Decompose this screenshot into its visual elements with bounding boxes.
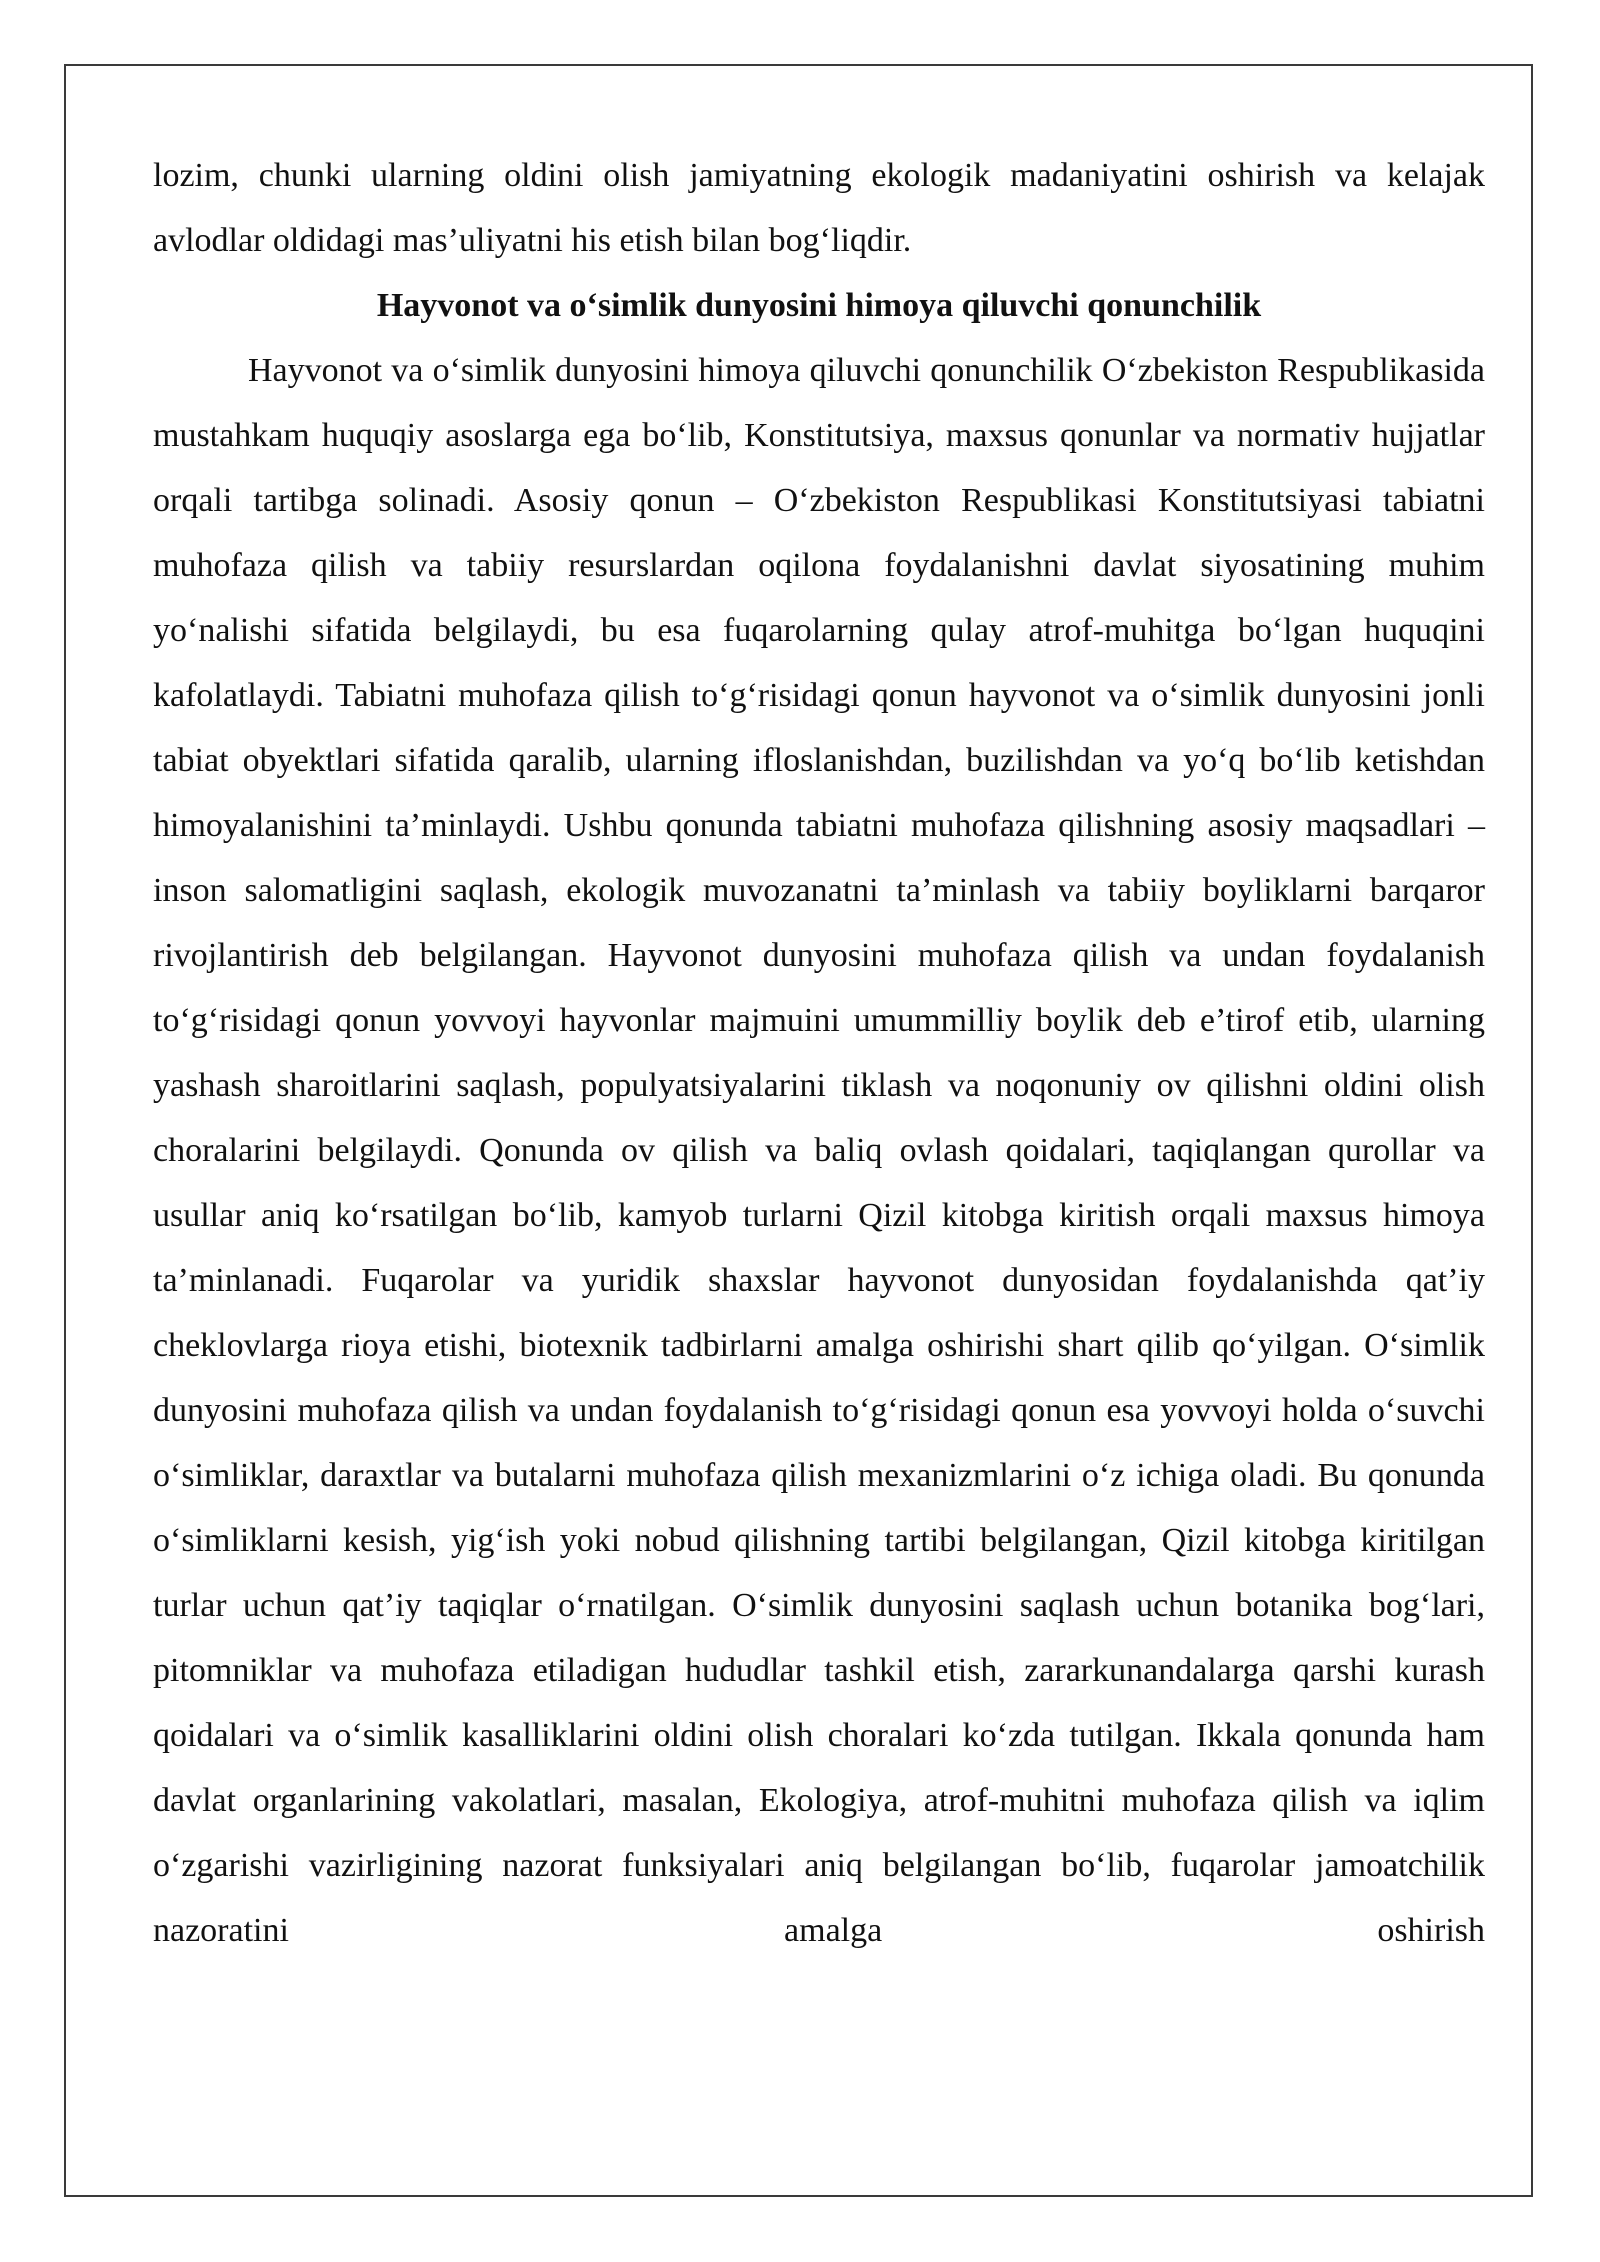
body-paragraph: Hayvonot va o‘simlik dunyosini himoya qiluvchi qonunchilik O‘zbekiston Respublikasida mustahkam huquqiy asoslarga ega bo‘lib, Konstitutsiya, maxsus qonunlar va normativ hujjatlar orqali tartibga solinadi. Asosiy qonun – O‘zbekiston Respublikasi Konstitutsiyasi tabiatni muhofaza qilish va tabiiy resurslardan oqilona foydalanishni davlat siyosatining muhim yo‘nalishi sifatida belgilaydi, bu esa fuqarolarning qulay atrof-muhitga bo‘lgan huquqini kafolatlaydi. Tabiatni muhofaza qilish to‘g‘risidagi qonun hayvonot va o‘simlik dunyosini jonli tabiat obyektlari sifatida qaralib, ularning ifloslanishdan, buzilishdan va yo‘q bo‘lib ketishdan himoyalanishini ta’minlaydi. Ushbu qonunda tabiatni muhofaza qilishning asosiy maqsadlari – inson salomatligini saqlash, ekologik muvozanatni ta’minlash va tabiiy boyliklarni barqaror rivojlantirish deb belgilangan. Hayvonot dunyosini muhofaza qilish va undan foydalanish to‘g‘risidagi qonun yovvoyi hayvonlar majmuini umummilliy boylik deb e’tirof etib, ularning yashash sharoitlarini saqlash, populyatsiyalarini tiklash va noqonuniy ov qilishni oldini olish choralarini belgilaydi. Qonunda ov qilish va baliq ovlash qoidalari, taqiqlangan qurollar va usullar aniq ko‘rsatilgan bo‘lib, kamyob turlarni Qizil kitobga kiritish orqali maxsus himoya ta’minlanadi. Fuqarolar va yuridik shaxslar hayvonot dunyosidan foydalanishda qat’iy cheklovlarga rioya etishi, biotexnik tadbirlarni amalga oshirishi shart qilib qo‘yilgan. O‘simlik dunyosini muhofaza qilish va undan foydalanish to‘g‘risidagi qonun esa yovvoyi holda o‘suvchi o‘simliklar, daraxtlar va butalarni muhofaza qilish mexanizmlarini o‘z ichiga oladi. Bu qonunda o‘simliklarni kesish, yig‘ish yoki nobud qilishning tartibi belgilangan, Qizil kitobga kiritilgan turlar uchun qat’iy taqiqlar o‘rnatilgan. O‘simlik dunyosini saqlash uchun botanika bog‘lari, pitomniklar va muhofaza etiladigan hududlar tashkil etish, zararkunandalarga qarshi kurash qoidalari va o‘simlik kasalliklarini oldini olish choralari ko‘zda tutilgan. Ikkala qonunda ham davlat organlarining vakolatlari, masalan, Ekologiya, atrof-muhitni muhofaza qilish va iqlim o‘zgarishi vazirligining nazorat funksiyalari aniq belgilangan bo‘lib, fuqarolar jamoatchilik nazoratini amalga oshirish	[153, 352, 1485, 1949]
intro-paragraph: lozim, chunki ularning oldini olish jamiyatning ekologik madaniyatini oshirish va kelajak avlodlar oldidagi mas’uliyatni his etish bilan bog‘liqdir.	[153, 157, 1485, 259]
section-heading: Hayvonot va o‘simlik dunyosini himoya qiluvchi qonunchilik	[376, 287, 1262, 324]
document-body	[153, 143, 1485, 1963]
